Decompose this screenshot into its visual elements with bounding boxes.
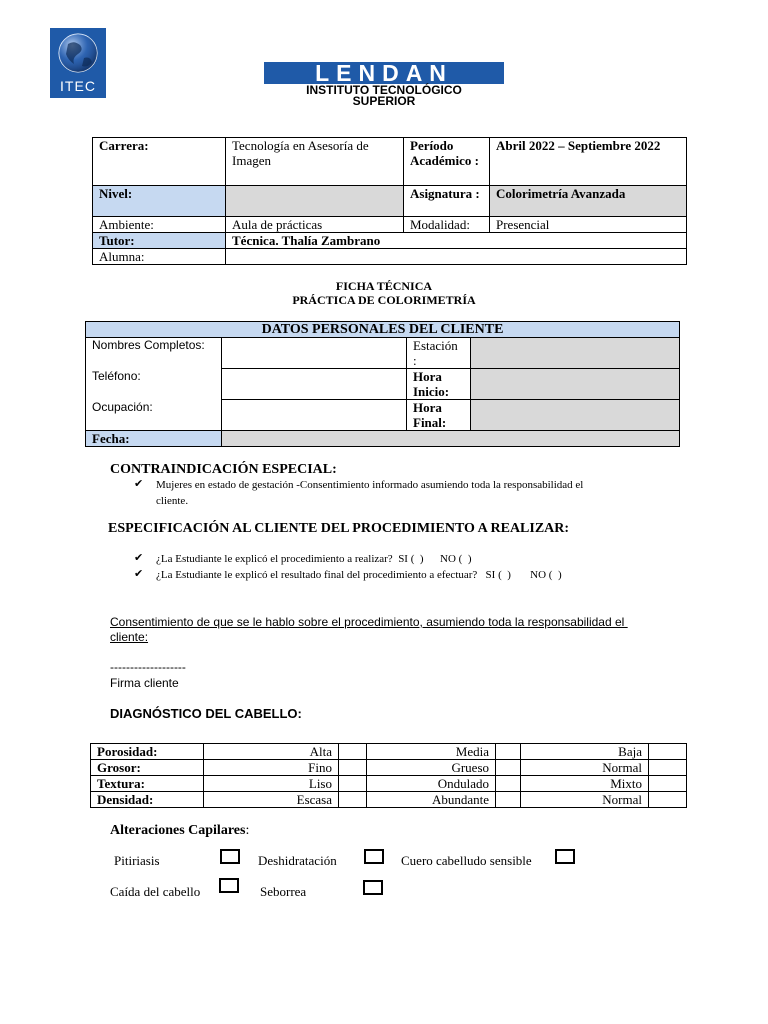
modalidad-value: Presencial: [490, 217, 687, 233]
client-table-header: DATOS PERSONALES DEL CLIENTE: [86, 322, 680, 338]
table-row: [91, 792, 687, 808]
asignatura-label: Asignatura :: [404, 186, 490, 217]
option-box[interactable]: [339, 792, 367, 808]
option-ondulado: Ondulado: [367, 776, 496, 792]
table-row: [91, 776, 687, 792]
seborrea-checkbox[interactable]: [363, 880, 383, 895]
consentimiento-line2: cliente:: [110, 630, 149, 644]
caida-checkbox[interactable]: [219, 878, 239, 893]
especificacion-q2: ¿La Estudiante le explicó el resultado final del procedimiento a efectuar? SI ( ) NO ( ): [156, 569, 562, 581]
periodo-label: Período Académico :: [404, 138, 490, 186]
option-box[interactable]: [339, 760, 367, 776]
alumna-label: Alumna:: [93, 249, 226, 265]
check-icon: ✔: [134, 552, 144, 564]
option-box[interactable]: [649, 760, 687, 776]
option-liso: Liso: [204, 776, 339, 792]
signature-line[interactable]: -------------------: [110, 660, 186, 674]
hora-inicio-value[interactable]: [471, 369, 680, 400]
alteraciones-colon: :: [245, 823, 250, 838]
brand-subtitle-1: INSTITUTO TECNOLÓGICO: [306, 83, 462, 97]
textura-label: Textura:: [91, 776, 204, 792]
densidad-label: Densidad:: [91, 792, 204, 808]
contraindicacion-item-line2: cliente.: [156, 495, 189, 507]
option-box[interactable]: [496, 776, 521, 792]
estacion-value[interactable]: [471, 338, 680, 369]
pitiriasis-checkbox[interactable]: [220, 849, 240, 864]
signature-label: Firma cliente: [110, 676, 179, 690]
nivel-label: Nivel:: [93, 186, 226, 217]
ocupacion-label: Ocupación:: [86, 400, 222, 431]
option-normal: Normal: [521, 760, 649, 776]
contraindicacion-title: CONTRAINDICACIÓN ESPECIAL:: [110, 462, 337, 477]
especificacion-title: ESPECIFICACIÓN AL CLIENTE DEL PROCEDIMIENTO A REALIZAR:: [108, 521, 570, 536]
alteracion-cuero-cabelludo-label: Cuero cabelludo sensible: [401, 853, 532, 868]
grosor-label: Grosor:: [91, 760, 204, 776]
option-grueso: Grueso: [367, 760, 496, 776]
ambiente-label: Ambiente:: [93, 217, 226, 233]
alteracion-pitiriasis-label: Pitiriasis: [114, 853, 160, 868]
tutor-value: Técnica. Thalía Zambrano: [226, 233, 687, 249]
alteraciones-title: [110, 823, 249, 839]
consentimiento-line1: Consentimiento de que se le hablo sobre el procedimiento, asumiendo toda la responsabilidad el: [110, 615, 628, 629]
alteracion-deshidratacion-label: Deshidratación: [258, 853, 337, 868]
estacion-label: Estación :: [407, 338, 471, 369]
itec-logo: [50, 28, 106, 98]
tutor-label: Tutor:: [93, 233, 226, 249]
periodo-value: Abril 2022 – Septiembre 2022: [490, 138, 687, 186]
cuero-cabelludo-checkbox[interactable]: [555, 849, 575, 864]
option-box[interactable]: [496, 760, 521, 776]
brand-subtitle-2: SUPERIOR: [352, 94, 416, 108]
fecha-label: Fecha:: [86, 431, 222, 447]
diagnostico-title: DIAGNÓSTICO DEL CABELLO:: [110, 706, 302, 721]
option-box[interactable]: [339, 744, 367, 760]
itec-label: ITEC: [60, 78, 96, 94]
alteraciones-title-text: Alteraciones Capilares: [110, 823, 246, 838]
nivel-value[interactable]: [226, 186, 404, 217]
table-row: [91, 744, 687, 760]
ficha-title: FICHA TÉCNICA: [335, 279, 433, 293]
academic-info-table: [92, 137, 687, 265]
option-box[interactable]: [339, 776, 367, 792]
brand-name: LENDAN: [264, 62, 504, 84]
hora-final-label: Hora Final:: [407, 400, 471, 431]
ambiente-value: Aula de prácticas: [226, 217, 404, 233]
hora-final-value[interactable]: [471, 400, 680, 431]
telefono-value[interactable]: [222, 369, 407, 400]
option-media: Media: [367, 744, 496, 760]
carrera-value: Tecnología en Asesoría de Imagen: [226, 138, 404, 186]
option-baja: Baja: [521, 744, 649, 760]
fecha-value[interactable]: [222, 431, 680, 447]
porosidad-label: Porosidad:: [91, 744, 204, 760]
telefono-label: Teléfono:: [86, 369, 222, 400]
carrera-label: Carrera:: [93, 138, 226, 186]
check-icon: ✔: [134, 568, 144, 580]
option-abundante: Abundante: [367, 792, 496, 808]
client-data-table: [85, 321, 680, 447]
nombres-label: Nombres Completos:: [86, 338, 222, 369]
practica-title: PRÁCTICA DE COLORIMETRÍA: [292, 293, 476, 307]
table-row: [91, 760, 687, 776]
asignatura-value: Colorimetría Avanzada: [490, 186, 687, 217]
ocupacion-value[interactable]: [222, 400, 407, 431]
option-box[interactable]: [649, 792, 687, 808]
modalidad-label: Modalidad:: [404, 217, 490, 233]
lendan-logo: [264, 62, 504, 108]
option-mixto: Mixto: [521, 776, 649, 792]
especificacion-q1: ¿La Estudiante le explicó el procedimiento a realizar? SI ( ) NO ( ): [156, 553, 472, 565]
diagnostico-table: [90, 743, 687, 808]
check-icon: ✔: [134, 478, 144, 490]
option-normal: Normal: [521, 792, 649, 808]
option-box[interactable]: [649, 744, 687, 760]
option-box[interactable]: [649, 776, 687, 792]
nombres-value[interactable]: [222, 338, 407, 369]
option-escasa: Escasa: [204, 792, 339, 808]
globe-icon: [50, 28, 106, 78]
option-box[interactable]: [496, 744, 521, 760]
option-alta: Alta: [204, 744, 339, 760]
option-fino: Fino: [204, 760, 339, 776]
option-box[interactable]: [496, 792, 521, 808]
hora-inicio-label: Hora Inicio:: [407, 369, 471, 400]
alumna-value[interactable]: [226, 249, 687, 265]
alteracion-caida-label: Caída del cabello: [110, 884, 201, 899]
contraindicacion-item-line1: Mujeres en estado de gestación -Consentimiento informado asumiendo toda la responsabilidad el: [156, 479, 584, 491]
alteracion-seborrea-label: Seborrea: [260, 884, 307, 899]
deshidratacion-checkbox[interactable]: [364, 849, 384, 864]
